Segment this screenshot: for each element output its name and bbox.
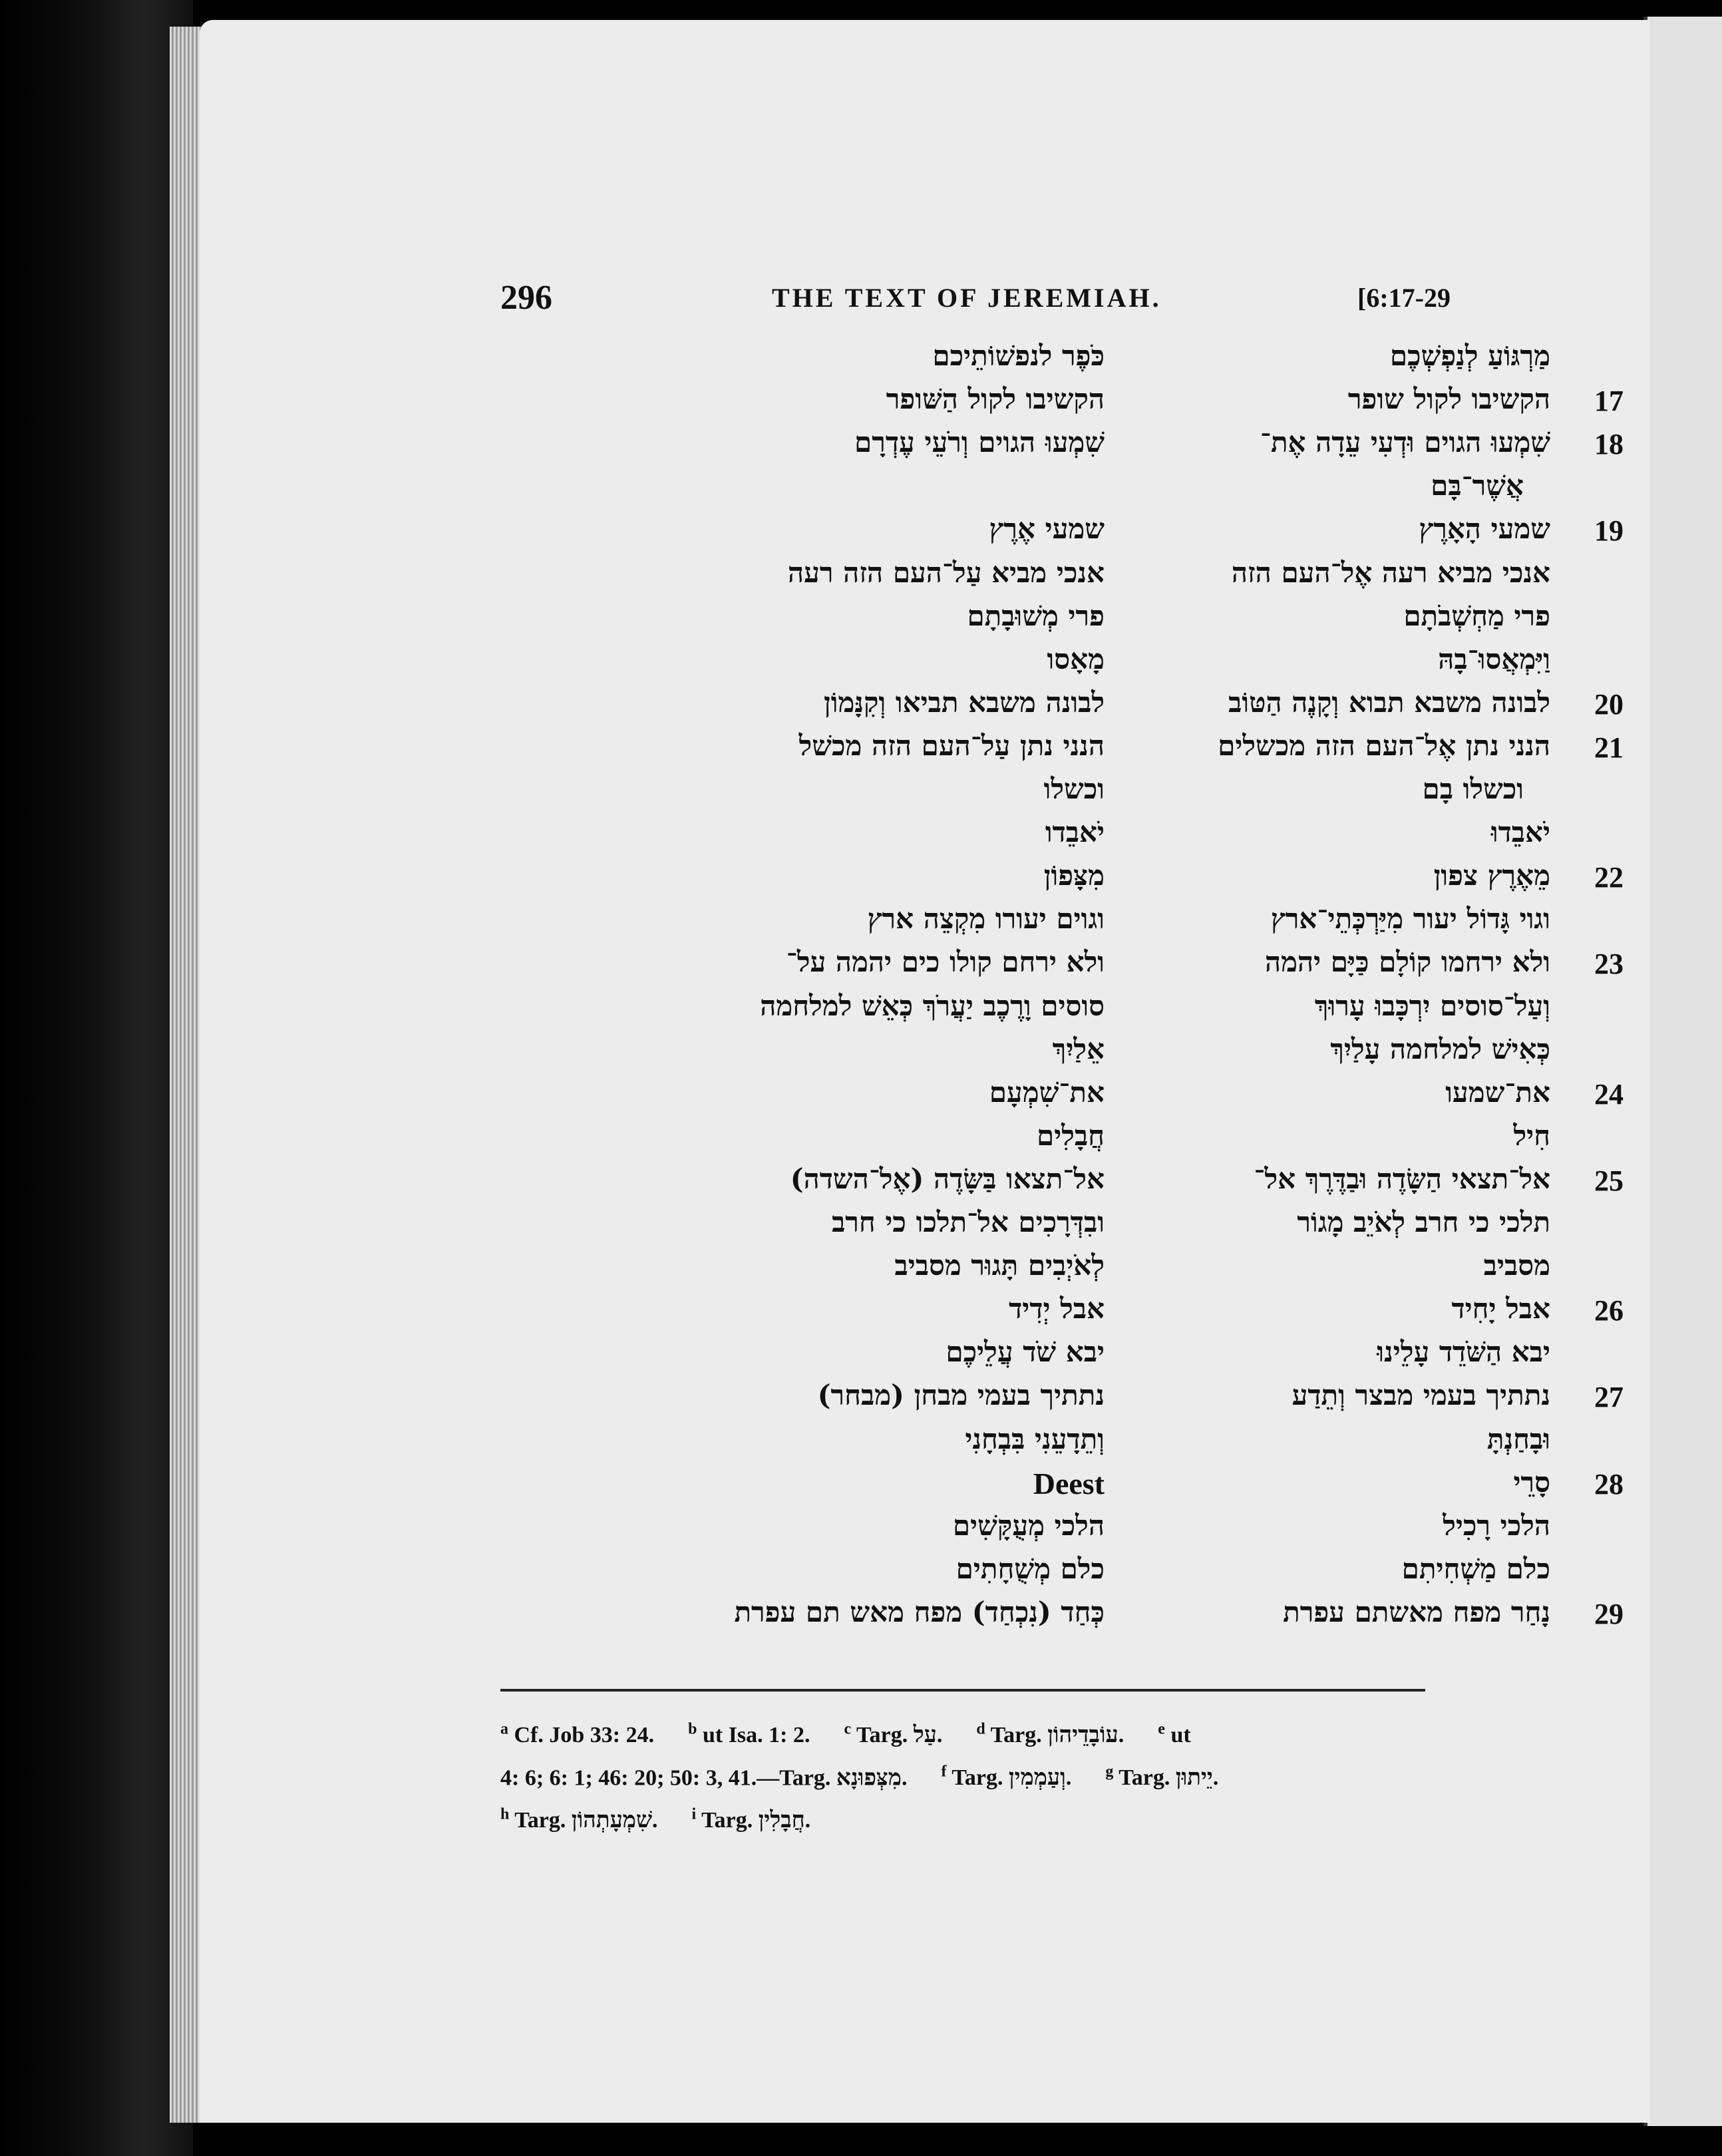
lxx-text: וְתֵדָעֵנִי בִּבְחָנִי xyxy=(965,1423,1105,1455)
masoretic-text: שמעי הָאָרֶץ xyxy=(1419,512,1550,545)
verse-number: 29 xyxy=(1594,1598,1624,1630)
footnote xyxy=(500,1765,907,1790)
lxx-text: הלכי מְעֻקָּשִׁים xyxy=(952,1509,1105,1542)
text-row xyxy=(200,469,1650,509)
lxx-text: מִצָּפוֹן xyxy=(1043,859,1105,892)
verse-number: 23 xyxy=(1594,948,1624,980)
text-row xyxy=(200,556,1650,596)
running-header xyxy=(200,278,1650,318)
text-row xyxy=(200,946,1650,986)
verse-number: 18 xyxy=(1594,428,1624,460)
verse-number: 17 xyxy=(1594,385,1624,417)
text-row xyxy=(200,686,1650,726)
text-row xyxy=(200,902,1650,942)
verse-number: 22 xyxy=(1594,861,1624,894)
footnote-text: ut Isa. 1: 2. xyxy=(702,1723,810,1748)
text-row xyxy=(200,1596,1650,1636)
footnote-text: Targ. שִׁמְעָתְהוֹן. xyxy=(514,1808,658,1833)
text-row xyxy=(200,989,1650,1029)
text-row xyxy=(200,339,1650,379)
footnote-text: Targ. עוֹבָדֵיהוֹן. xyxy=(990,1723,1124,1748)
running-title: THE TEXT OF JEREMIAH. xyxy=(772,283,1162,313)
masoretic-text: אֲשֶׁר־בָּם xyxy=(1431,469,1524,502)
masoretic-text: וכשלו בָם xyxy=(1422,773,1524,805)
footnote xyxy=(500,1723,654,1747)
text-row xyxy=(200,1552,1650,1592)
masoretic-text: נָחַר מפח מאשתם עפרת xyxy=(1283,1596,1550,1628)
masoretic-text: יבא הַשֹּׁדֵד עָלֵינוּ xyxy=(1377,1336,1550,1368)
lxx-text: כלם מְשֻׁחָתִים xyxy=(955,1552,1105,1585)
footnote-text: Targ. יֵיתוּן. xyxy=(1119,1765,1219,1791)
text-row xyxy=(200,773,1650,812)
verse-number: 26 xyxy=(1594,1294,1624,1327)
footnote xyxy=(941,1765,1071,1790)
verse-number: 19 xyxy=(1594,514,1624,547)
footnote-line-1 xyxy=(500,1721,1445,1748)
masoretic-text: וּבָחַנְתָּ xyxy=(1486,1423,1550,1455)
lxx-text: שִׁמְעוּ הגוים וְרֹעֵי עֶדְרָם xyxy=(854,426,1105,458)
lxx-text: אֵלַיִךְ xyxy=(1052,1033,1105,1065)
footnote-marker: f xyxy=(941,1763,947,1781)
footnote-marker: e xyxy=(1158,1721,1165,1738)
footnote xyxy=(1158,1723,1190,1747)
lxx-text: אל־תצאו בַּשָּׂדֶה (אֶל־השדה) xyxy=(790,1163,1105,1195)
text-row xyxy=(200,1249,1650,1289)
footnote xyxy=(500,1808,658,1833)
footnote-rule xyxy=(500,1689,1425,1692)
text-row xyxy=(200,1423,1650,1463)
lxx-text: וגוים יעורו מִקְצֵה ארץ xyxy=(867,902,1105,935)
lxx-text: הנני נתן עַל־העם הזה מכשׁל xyxy=(798,729,1105,762)
lxx-text: שמעי אֶרֶץ xyxy=(989,512,1105,545)
lxx-text: יבא שֹׁד עֲלֵיכֶם xyxy=(946,1336,1105,1368)
footnote-marker: b xyxy=(688,1721,697,1738)
lxx-text: כְּחַד (נִכְחַד) מפח מאש תם עפרת xyxy=(734,1596,1105,1628)
masoretic-text: כְּאִישׁ למלחמה עָלַיִךְ xyxy=(1330,1033,1550,1065)
text-row xyxy=(200,1163,1650,1202)
verse-number: 25 xyxy=(1594,1165,1624,1197)
text-row xyxy=(200,643,1650,683)
lxx-text: לְאֹיְבִים תָּגוּר מסביב xyxy=(894,1249,1105,1282)
lxx-text: הקשיבו לקול הַשּׁופר xyxy=(886,383,1105,415)
lxx-text: ובִדְּרָכִים אל־תלכו כי חרב xyxy=(832,1206,1105,1238)
verse-number: 20 xyxy=(1594,688,1624,721)
text-row xyxy=(200,1336,1650,1375)
lxx-text: אבל יְדִיד xyxy=(1009,1292,1105,1325)
footnote-marker: h xyxy=(500,1806,510,1823)
masoretic-text: תלכי כי חרב לְאֹיֵב מָגוֹר xyxy=(1297,1206,1550,1238)
lxx-text: פרי מְשׁוּבָתָם xyxy=(967,600,1105,632)
masoretic-text: הקשיבו לקול שופר xyxy=(1347,383,1550,415)
masoretic-text: מַרְגּוֹעַ לְנַפְשְׁכֶם xyxy=(1389,339,1550,372)
footnote-marker: d xyxy=(976,1721,985,1738)
masoretic-text: חִיל xyxy=(1513,1119,1550,1152)
lxx-text: חֲבָלִים xyxy=(1037,1119,1105,1152)
masoretic-text: אבל יָחִיד xyxy=(1451,1292,1550,1325)
footnote-line-3 xyxy=(500,1806,1445,1833)
lxx-text: סוסים וָרֶכֶב יַעֲרֹךְ כְּאֵשׁ למלחמה xyxy=(760,989,1105,1022)
masoretic-text: וַיִּמְאֲסוּ־בָהּ xyxy=(1438,643,1550,675)
text-row xyxy=(200,600,1650,639)
footnote-text: Targ. עַל. xyxy=(856,1723,943,1748)
masoretic-text: שִׁמְעוּ הגוים וּדְעִי עֵדָה אֶת־ xyxy=(1260,426,1550,458)
masoretic-text: יֹאבֵדוּ xyxy=(1490,816,1550,848)
text-row xyxy=(200,1509,1650,1549)
footnote xyxy=(844,1723,943,1747)
lxx-text: Deest xyxy=(1033,1467,1105,1501)
lxx-text: את־שִׁמְעָם xyxy=(989,1076,1105,1109)
text-row xyxy=(200,1292,1650,1332)
text-row xyxy=(200,1206,1650,1246)
masoretic-text: מֵאֶרֶץ צפון xyxy=(1433,859,1550,892)
footnote-text: 4: 6; 6: 1; 46: 20; 50: 3, 41.—Targ. מִצְּפוּנָא. xyxy=(500,1765,908,1791)
lxx-text: נתתיך בעמי מבחן (מבחר) xyxy=(817,1379,1105,1411)
footnote-text: Targ. וְעַמְמִין. xyxy=(951,1765,1072,1791)
text-row xyxy=(200,1076,1650,1116)
text-row xyxy=(200,816,1650,856)
text-row xyxy=(200,1119,1650,1159)
masoretic-text: כלם מַשְׁחִיתִם xyxy=(1401,1552,1550,1585)
masoretic-text: הנני נתן אֶל־העם הזה מכשלים xyxy=(1218,729,1550,762)
masoretic-text: ולא ירחמו קוֹלָם כַּיָּם יהמה xyxy=(1264,946,1550,978)
page-number: 296 xyxy=(500,279,552,317)
footnote-marker: g xyxy=(1105,1763,1114,1781)
footnote-line-2 xyxy=(500,1763,1445,1791)
masoretic-text: נתתיך בעמי מבצר וְתֵדַע xyxy=(1292,1379,1550,1411)
verse-number: 27 xyxy=(1594,1381,1624,1413)
text-row xyxy=(200,512,1650,552)
masoretic-text: את־שמעו xyxy=(1445,1076,1550,1109)
verse-number: 24 xyxy=(1594,1078,1624,1111)
footnote xyxy=(692,1808,811,1833)
text-row xyxy=(200,1466,1650,1506)
masoretic-text: הלכי רָכִיל xyxy=(1443,1509,1550,1542)
chapter-reference: [6:17-29 xyxy=(1357,283,1451,313)
verse-number: 21 xyxy=(1594,731,1624,764)
text-row xyxy=(200,859,1650,899)
lxx-text: יֹאבֵדו xyxy=(1045,816,1105,848)
lxx-text: מָאָסו xyxy=(1047,643,1105,675)
footnote xyxy=(688,1723,810,1747)
book-page xyxy=(200,20,1650,2123)
lxx-text: לבונה משבא תביאו וְקִנָּמוֹן xyxy=(824,686,1105,719)
book-spine xyxy=(0,0,193,2156)
footnote-marker: i xyxy=(691,1806,697,1823)
masoretic-text: מסביב xyxy=(1483,1249,1550,1282)
facing-page-edge xyxy=(1643,17,1722,2126)
lxx-text: ולא ירחם קולו כים יהמה על־ xyxy=(786,946,1105,978)
masoretic-text: אנכי מביא רעה אֶל־העם הזה xyxy=(1231,556,1550,589)
text-row xyxy=(200,1379,1650,1419)
text-row xyxy=(200,426,1650,466)
lxx-text: וכשלו xyxy=(1043,773,1105,805)
footnote xyxy=(976,1723,1124,1747)
text-row xyxy=(200,383,1650,423)
footnote-text: ut xyxy=(1170,1723,1191,1748)
verse-number: 28 xyxy=(1594,1468,1624,1501)
footnote xyxy=(1105,1765,1218,1790)
footnote-marker: c xyxy=(844,1721,852,1738)
masoretic-text: וגוי גָּדוֹל יעור מִיַּרְכְּתֵי־ארץ xyxy=(1270,902,1550,935)
footnote-marker: a xyxy=(500,1721,508,1738)
masoretic-text: אל־תצאי הַשָּׂדֶה וּבַדֶּרֶךְ אל־ xyxy=(1254,1163,1550,1195)
masoretic-text: וְעַל־סוסים יִרְכָּבוּ עָרוּךְ xyxy=(1314,989,1550,1022)
masoretic-text: סָרֵי xyxy=(1513,1466,1550,1499)
lxx-text: כֹּפֶר לנפשׁוֹתֵיכם xyxy=(932,339,1105,372)
text-row xyxy=(200,729,1650,769)
masoretic-text: לבונה משבא תבוא וְקָנֶה הַטּוֹב xyxy=(1228,686,1550,719)
masoretic-text: פרי מַחְשְׁבֹתָם xyxy=(1403,600,1550,632)
lxx-text: אנכי מביא עַל־העם הזה רעה xyxy=(788,556,1105,589)
footnote-text: Cf. Job 33: 24. xyxy=(514,1723,655,1748)
text-row xyxy=(200,1033,1650,1073)
footnote-text: Targ. חֲבָלִין. xyxy=(701,1808,811,1833)
